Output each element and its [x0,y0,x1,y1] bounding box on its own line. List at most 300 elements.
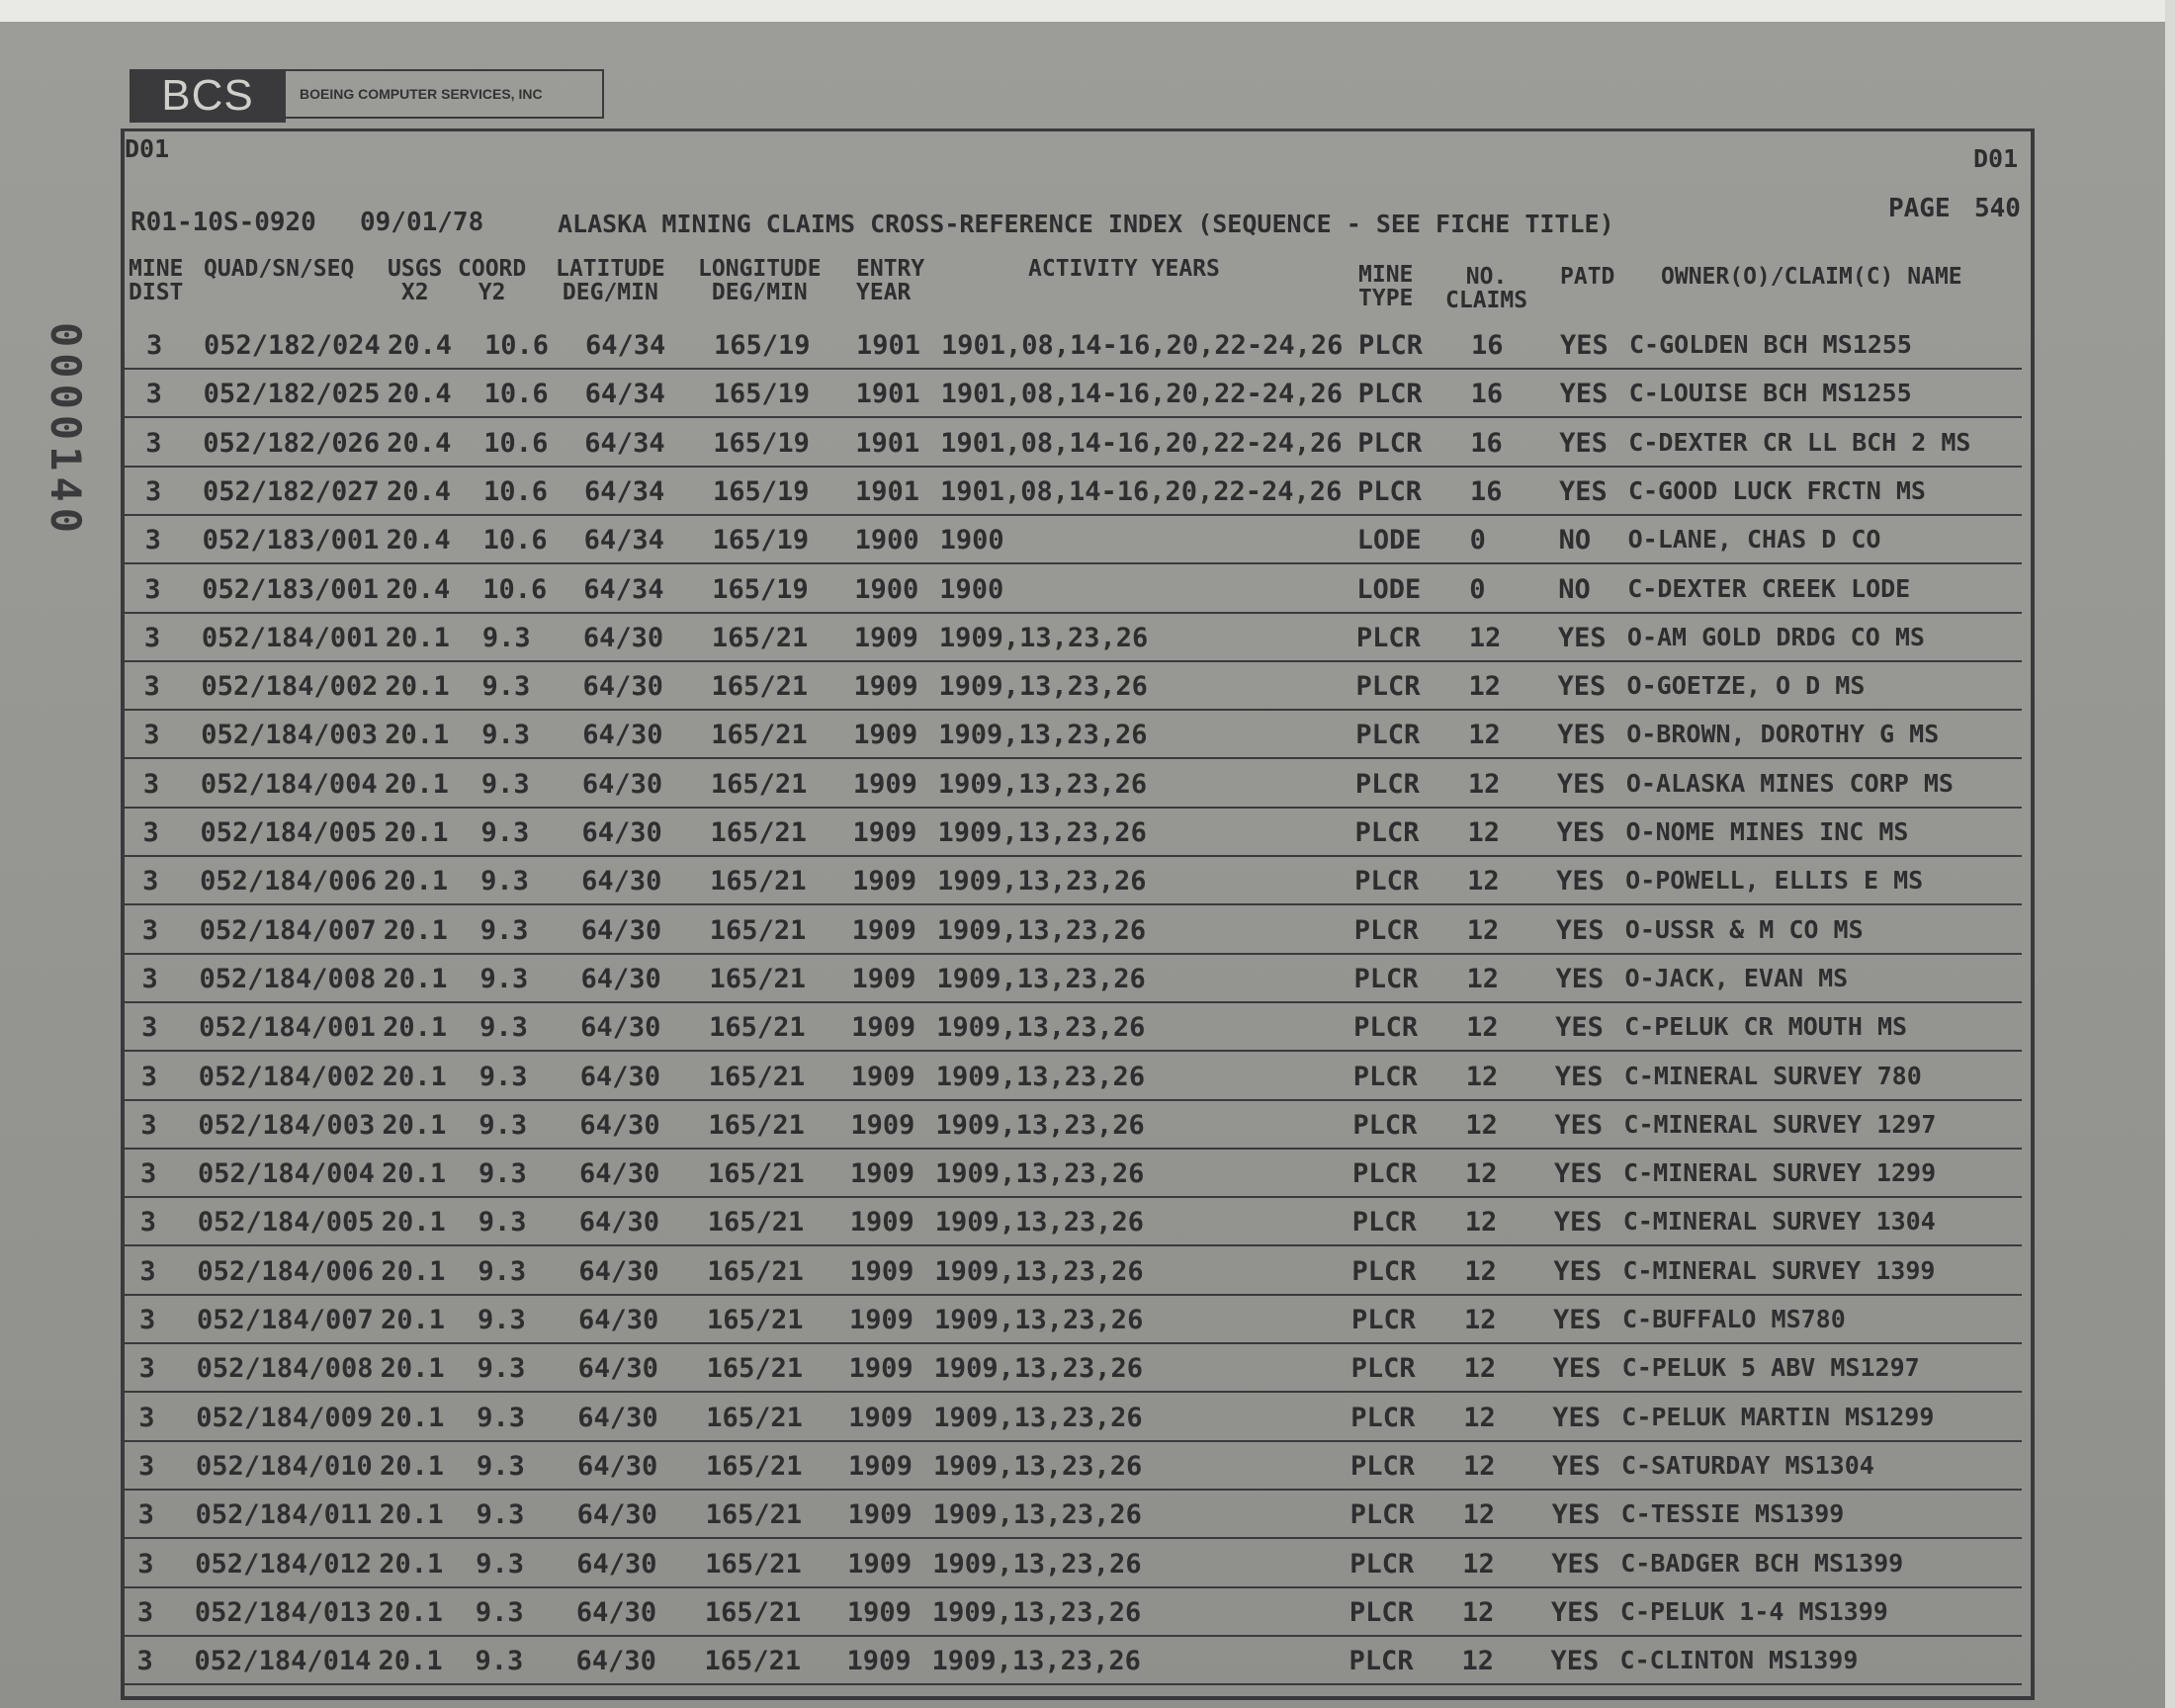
cell-patd: YES [1553,1255,1603,1287]
cell-x2: 20.1 [383,1012,448,1044]
cell-activity: 1909,13,23,26 [935,1061,1146,1092]
cell-claims: 12 [1464,1305,1497,1335]
row-rule [124,1050,2022,1052]
cell-name: C-MINERAL SURVEY 1304 [1622,1207,1936,1237]
cell-claims: 12 [1462,1450,1496,1482]
row-rule [124,1342,2022,1344]
cell-name: C-SATURDAY MS1304 [1620,1450,1874,1480]
row-rule [124,757,2022,759]
cell-name: O-JACK, EVAN MS [1624,963,1849,992]
cell-patd: YES [1559,427,1609,459]
table-row [0,615,2175,663]
cell-x2: 20.1 [383,963,448,994]
cell-quad: 052/182/026 [203,427,381,459]
cell-lat: 64/30 [577,1402,658,1433]
cell-x2: 20.1 [382,1158,447,1190]
cell-lat: 64/30 [582,720,663,751]
cell-claims: 16 [1469,475,1503,507]
cell-x2: 20.1 [380,1402,445,1433]
cell-quad: 052/184/012 [195,1548,373,1580]
cell-type: PLCR [1357,379,1423,410]
row-rule [124,1537,2022,1539]
cell-year: 1909 [849,1207,914,1238]
cell-y2: 10.6 [483,379,549,410]
cell-quad: 052/184/006 [197,1255,375,1287]
cell-lon: 165/21 [707,1255,804,1287]
cell-lon: 165/21 [709,963,806,994]
cell-type: PLCR [1355,622,1421,653]
cell-claims: 12 [1466,1012,1499,1044]
cell-activity: 1909,13,23,26 [938,622,1149,653]
cell-quad: 052/184/011 [195,1499,373,1531]
cell-activity: 1909,13,23,26 [935,1158,1145,1190]
col-coord-y2: COORD Y2 [458,256,527,305]
table-row [0,810,2175,858]
cell-patd: YES [1552,1402,1602,1433]
table-row [0,1004,2175,1053]
cell-year: 1909 [852,768,917,800]
cell-x2: 20.1 [384,866,449,897]
top-edge [0,0,2175,22]
table-row [0,322,2175,371]
cell-y2: 9.3 [481,720,530,751]
cell-activity: 1909,13,23,26 [932,1450,1143,1482]
cell-lat: 64/34 [584,379,665,410]
cell-dist: 3 [137,1450,155,1482]
cell-name: O-USSR & M CO MS [1624,914,1864,944]
table-row [0,663,2175,712]
page-label: PAGE [1888,194,1951,223]
cell-patd: YES [1556,817,1606,848]
cell-y2: 9.3 [478,1061,528,1092]
cell-dist: 3 [143,720,160,751]
cell-lat: 64/34 [585,330,666,361]
cell-lat: 64/34 [584,427,665,459]
cell-y2: 9.3 [479,963,529,994]
cell-claims: 12 [1465,1109,1498,1141]
cell-name: C-BADGER BCH MS1399 [1620,1548,1904,1578]
cell-claims: 12 [1463,1402,1496,1433]
cell-patd: YES [1556,866,1605,897]
cell-lon: 165/21 [711,720,808,751]
cell-name: O-ALASKA MINES CORP MS [1625,768,1954,798]
cell-quad: 052/184/005 [200,817,378,848]
cell-name: C-MINERAL SURVEY 1399 [1622,1255,1936,1285]
cell-y2: 9.3 [480,768,530,800]
page-number: 540 [1974,194,2021,223]
cell-quad: 052/184/013 [194,1596,372,1628]
table-row [0,1638,2175,1686]
cell-lat: 64/30 [579,1109,660,1141]
cell-activity: 1901,08,14-16,20,22-24,26 [940,379,1344,410]
cell-patd: YES [1552,1353,1602,1385]
table-row [0,517,2175,565]
cell-activity: 1909,13,23,26 [938,720,1148,751]
cell-type: PLCR [1354,768,1420,800]
cell-type: PLCR [1349,1450,1415,1482]
cell-x2: 20.1 [384,817,449,848]
cell-y2: 9.3 [478,1255,527,1287]
cell-name: C-GOOD LUCK FRCTN MS [1627,475,1926,505]
row-rule [124,466,2022,468]
cell-year: 1909 [847,1450,913,1482]
cell-y2: 9.3 [478,1158,527,1190]
cell-patd: YES [1551,1450,1601,1482]
cell-lat: 64/30 [575,1646,656,1677]
table-row [0,1297,2175,1345]
cell-name: C-TESSIE MS1399 [1620,1499,1845,1529]
cell-patd: YES [1555,963,1605,994]
col-patd: PATD [1560,264,1615,290]
cell-x2: 20.1 [378,1646,443,1677]
cell-quad: 052/184/007 [197,1305,374,1335]
col-usgs-x2: USGS X2 [388,256,443,305]
cell-claims: 16 [1470,379,1504,410]
cell-name: C-GOLDEN BCH MS1255 [1629,330,1912,359]
cell-patd: YES [1550,1646,1600,1677]
row-rule [124,1440,2022,1442]
cell-name: O-LANE, CHAS D CO [1627,525,1881,555]
cell-year: 1909 [850,1158,915,1190]
table-row [0,1443,2175,1492]
row-rule [124,807,2022,809]
cell-patd: YES [1553,1207,1603,1238]
row-rule [124,709,2022,711]
cell-activity: 1909,13,23,26 [931,1596,1142,1628]
table-row [0,956,2175,1004]
cell-lon: 165/21 [709,1012,806,1044]
cell-activity: 1909,13,23,26 [936,914,1147,946]
cell-lon: 165/21 [711,671,809,703]
cell-year: 1909 [849,1255,914,1287]
cell-quad: 052/184/009 [196,1402,374,1433]
top-left-code: D01 [125,134,170,163]
cell-lon: 165/21 [705,1548,802,1580]
cell-claims: 12 [1467,866,1500,897]
col-latitude: LATITUDE DEG/MIN [556,256,665,305]
cell-patd: NO [1558,573,1591,605]
cell-x2: 20.1 [384,768,449,800]
row-rule [124,1148,2022,1150]
cell-x2: 20.1 [379,1548,444,1580]
cell-lat: 64/30 [580,1012,661,1044]
cell-activity: 1909,13,23,26 [937,817,1147,848]
cell-lat: 64/30 [577,1353,658,1385]
cell-y2: 9.3 [475,1646,524,1677]
cell-type: PLCR [1351,1207,1417,1238]
cell-type: PLCR [1354,866,1420,897]
cell-lat: 64/30 [575,1596,657,1628]
cell-dist: 3 [146,330,163,361]
cell-claims: 16 [1470,427,1503,459]
cell-patd: YES [1557,671,1607,703]
cell-name: O-AM GOLD DRDG CO MS [1626,622,1925,651]
cell-lon: 165/21 [704,1646,802,1677]
cell-quad: 052/182/027 [202,475,380,507]
cell-type: PLCR [1351,1255,1417,1287]
cell-name: C-DEXTER CREEK LODE [1627,573,1911,603]
cell-claims: 12 [1468,720,1501,751]
cell-activity: 1901,08,14-16,20,22-24,26 [940,427,1343,459]
cell-type: PLCR [1357,427,1423,459]
cell-y2: 9.3 [479,914,529,946]
cell-name: O-NOME MINES INC MS [1625,817,1909,846]
cell-dist: 3 [144,573,161,605]
cell-claims: 12 [1468,671,1502,703]
cell-y2: 9.3 [481,622,531,653]
cell-dist: 3 [141,1012,158,1044]
cell-patd: YES [1559,379,1609,410]
report-date: 09/01/78 [360,208,484,237]
cell-type: LODE [1356,525,1422,556]
cell-name: O-BROWN, DOROTHY G MS [1626,720,1940,749]
cell-dist: 3 [140,1158,157,1190]
cell-activity: 1900 [939,525,1004,556]
cell-type: PLCR [1349,1499,1415,1531]
cell-lon: 165/21 [710,817,808,848]
report-title: ALASKA MINING CLAIMS CROSS-REFERENCE INDEX (SEQUENCE - SEE FICHE TITLE) [558,210,1614,238]
cell-quad: 052/184/001 [201,622,379,653]
cell-activity: 1909,13,23,26 [933,1353,1143,1385]
cell-dist: 3 [141,914,159,946]
cell-year: 1909 [851,914,916,946]
table-row [0,566,2175,615]
col-activity-years: ACTIVITY YEARS [1028,256,1220,282]
cell-dist: 3 [141,963,158,994]
cell-dist: 3 [139,1305,156,1335]
cell-claims: 0 [1469,525,1486,556]
cell-quad: 052/184/002 [201,671,379,703]
cell-claims: 12 [1465,1158,1498,1190]
cell-name: C-MINERAL SURVEY 1299 [1623,1158,1937,1188]
row-rule [124,1294,2022,1296]
cell-x2: 20.1 [379,1450,444,1482]
table-row [0,371,2175,419]
cell-quad: 052/184/003 [198,1109,376,1141]
cell-y2: 9.3 [476,1450,525,1482]
cell-year: 1909 [846,1646,912,1677]
cell-type: PLCR [1349,1548,1415,1580]
cell-y2: 9.3 [480,866,529,897]
cell-quad: 052/184/005 [197,1207,375,1238]
cell-dist: 3 [144,525,161,556]
cell-quad: 052/184/014 [194,1646,372,1677]
cell-activity: 1909,13,23,26 [934,1255,1144,1287]
table-row [0,469,2175,517]
cell-year: 1909 [850,1061,915,1092]
cell-lat: 64/30 [578,1207,659,1238]
table-row [0,712,2175,760]
cell-patd: YES [1555,914,1605,946]
cell-y2: 10.6 [482,475,548,507]
cell-claims: 12 [1465,1061,1499,1092]
cell-name: C-LOUISE BCH MS1255 [1628,379,1912,408]
cell-lon: 165/21 [708,1158,805,1190]
cell-x2: 20.4 [387,379,452,410]
table-row [0,858,2175,906]
cell-year: 1901 [855,427,920,459]
cell-claims: 12 [1468,622,1502,653]
cell-x2: 20.1 [381,1207,446,1238]
cell-dist: 3 [136,1596,154,1628]
cell-quad: 052/182/025 [203,379,381,410]
cell-patd: YES [1551,1548,1601,1580]
cell-lat: 64/30 [582,622,664,653]
cell-name: C-BUFFALO MS780 [1622,1305,1846,1333]
table-row [0,1199,2175,1247]
cell-dist: 3 [143,622,161,653]
cell-y2: 10.6 [482,573,548,605]
cell-type: PLCR [1355,720,1421,751]
logo-company-name: BOEING COMPUTER SERVICES, INC [286,69,604,119]
cell-patd: YES [1553,1305,1602,1335]
cell-x2: 20.1 [385,671,450,703]
cell-y2: 10.6 [484,330,550,361]
row-rule [124,612,2022,614]
cell-quad: 052/184/010 [195,1450,373,1482]
cell-patd: YES [1550,1596,1600,1628]
cell-lon: 165/19 [713,379,811,410]
cell-name: O-GOETZE, O D MS [1626,671,1866,701]
col-entry-year: ENTRY YEAR [856,256,925,305]
cell-dist: 3 [139,1255,156,1287]
cell-lon: 165/21 [704,1596,802,1628]
cell-activity: 1900 [939,573,1004,605]
cell-dist: 3 [137,1548,154,1580]
cell-type: PLCR [1356,475,1422,507]
cell-dist: 3 [138,1353,155,1385]
cell-patd: YES [1560,330,1609,361]
cell-name: C-DEXTER CR LL BCH 2 MS [1628,427,1971,457]
cell-lat: 64/30 [576,1548,657,1580]
cell-claims: 0 [1469,573,1486,605]
cell-name: C-PELUK 5 ABV MS1297 [1621,1353,1920,1383]
table-row [0,907,2175,956]
cell-claims: 12 [1461,1646,1495,1677]
cell-quad: 052/184/006 [200,866,377,897]
cell-year: 1909 [853,720,918,751]
cell-activity: 1909,13,23,26 [937,866,1147,897]
cell-activity: 1901,08,14-16,20,22-24,26 [939,475,1343,507]
cell-quad: 052/184/007 [199,914,377,946]
col-longitude: LONGITUDE DEG/MIN [698,256,822,305]
cell-year: 1909 [853,671,918,703]
cell-year: 1909 [847,1548,913,1580]
col-mine-type: MINE TYPE [1358,262,1414,311]
cell-dist: 3 [143,671,160,703]
table-row [0,1248,2175,1297]
cell-quad: 052/184/001 [199,1012,376,1044]
cell-name: C-MINERAL SURVEY 780 [1623,1061,1922,1090]
row-rule [124,562,2022,564]
cell-type: PLCR [1350,1353,1416,1385]
side-stamp: 0000140 [41,321,90,539]
cell-activity: 1909,13,23,26 [931,1646,1141,1677]
cell-claims: 12 [1461,1596,1495,1628]
table-row [0,761,2175,810]
cell-lat: 64/30 [581,768,663,800]
cell-lon: 165/21 [706,1353,804,1385]
cell-lat: 64/30 [579,1061,661,1092]
cell-y2: 9.3 [477,1402,526,1433]
cell-year: 1909 [848,1402,914,1433]
cell-year: 1909 [849,1305,914,1335]
table-row [0,1345,2175,1394]
cell-quad: 052/183/001 [202,573,380,605]
cell-year: 1909 [850,1109,915,1141]
cell-x2: 20.4 [386,573,451,605]
row-rule [124,1391,2022,1393]
cell-patd: YES [1557,622,1607,653]
cell-claims: 12 [1464,1207,1498,1238]
cell-quad: 052/184/004 [198,1158,375,1190]
cell-activity: 1909,13,23,26 [932,1548,1142,1580]
cell-lat: 64/30 [580,963,661,994]
cell-x2: 20.1 [382,1061,447,1092]
cell-year: 1900 [854,573,919,605]
cell-type: PLCR [1348,1646,1414,1677]
cell-lat: 64/30 [582,671,663,703]
cell-name: C-PELUK CR MOUTH MS [1624,1012,1908,1042]
cell-year: 1901 [856,330,921,361]
cell-y2: 10.6 [483,427,549,459]
col-quad: QUAD/SN/SEQ [204,256,355,282]
cell-dist: 3 [142,866,159,897]
cell-type: PLCR [1353,1012,1419,1044]
cell-type: PLCR [1353,914,1419,946]
cell-name: C-MINERAL SURVEY 1297 [1623,1109,1937,1139]
cell-x2: 20.1 [385,720,450,751]
cell-patd: YES [1554,1109,1604,1141]
cell-lon: 165/19 [712,475,810,507]
col-no-claims: NO. CLAIMS [1445,264,1528,313]
cell-lat: 64/30 [580,914,662,946]
cell-lon: 165/19 [714,330,811,361]
cell-patd: YES [1558,475,1608,507]
cell-x2: 20.1 [380,1353,445,1385]
cell-year: 1909 [847,1499,913,1531]
cell-name: C-CLINTON MS1399 [1619,1646,1859,1675]
cell-lat: 64/30 [581,817,662,848]
cell-y2: 9.3 [478,1207,527,1238]
cell-lat: 64/30 [579,1158,660,1190]
report-id: R01-10S-0920 [130,208,316,237]
cell-lon: 165/19 [713,427,810,459]
cell-claims: 12 [1466,963,1499,994]
cell-type: PLCR [1352,1061,1418,1092]
table-row [0,1395,2175,1443]
row-rule [124,1635,2022,1637]
top-right-code: D01 [1973,144,2019,173]
cell-dist: 3 [142,768,160,800]
cell-patd: YES [1551,1499,1601,1531]
table-row [0,1054,2175,1102]
cell-x2: 20.4 [387,427,452,459]
cell-x2: 20.1 [385,622,450,653]
cell-dist: 3 [137,1499,154,1531]
cell-name: C-PELUK MARTIN MS1299 [1621,1402,1935,1431]
cell-lon: 165/19 [712,573,809,605]
cell-activity: 1909,13,23,26 [936,1012,1146,1044]
row-rule [124,953,2022,955]
cell-patd: YES [1556,768,1606,800]
cell-x2: 20.1 [379,1499,444,1531]
cell-lat: 64/30 [578,1255,659,1287]
cell-claims: 12 [1467,768,1501,800]
cell-y2: 9.3 [478,1305,526,1335]
table-row [0,420,2175,469]
row-rule [124,1196,2022,1198]
